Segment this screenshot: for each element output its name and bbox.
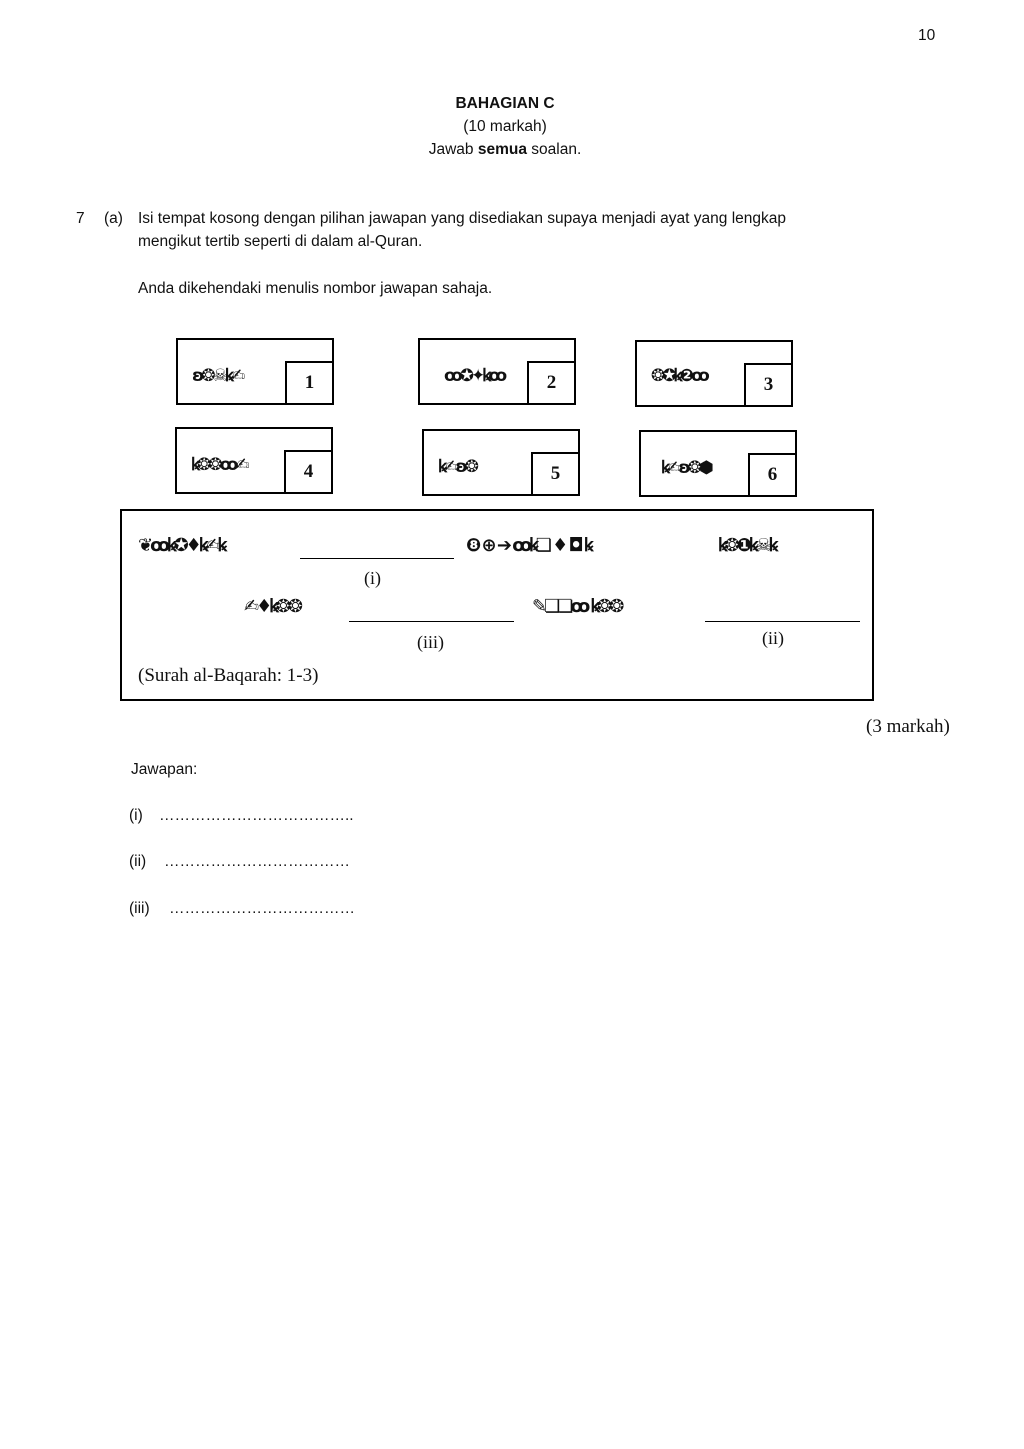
- option-5-arabic: ꝃ✍ʚ❂: [438, 457, 477, 477]
- instruction-post: soalan.: [526, 141, 582, 158]
- verse-blank-i: [300, 558, 454, 559]
- verse-source: (Surah al-Baqarah: 1-3): [138, 665, 319, 686]
- question-instruction: Anda dikehendaki menulis nombor jawapan sahaja.: [138, 280, 493, 297]
- label-i: (i): [364, 568, 381, 588]
- option-2-arabic: ꝏ✪✦ꝃꝏ: [444, 366, 505, 386]
- section-marks: (10 markah): [463, 118, 547, 135]
- marks-right: (3 markah): [866, 716, 950, 737]
- verse-line2-right: ✍♦ꝃ❂❂: [244, 596, 300, 617]
- label-ii: (ii): [762, 628, 784, 648]
- option-1-arabic: ʚ❂☠ꝃ✍: [192, 366, 243, 386]
- option-6-arabic: ꝃ✍ʚ❂⬢: [661, 458, 711, 478]
- verse-blank-ii: [705, 621, 860, 622]
- option-3-arabic: ❂✪ꝃ❷ꝏ: [651, 366, 707, 386]
- question-number: 7: [76, 210, 85, 227]
- option-4-arabic: ꝃ❂❂ꝏ✍: [191, 455, 247, 475]
- option-number-1: 1: [285, 361, 334, 405]
- option-number-4: 4: [284, 450, 333, 494]
- answer-label-ii: (ii): [129, 853, 147, 870]
- answer-line-i[interactable]: ………………………………..: [159, 807, 354, 824]
- verse-line2-mid: ✎❏❏ꝏ ꝃ❂❂: [532, 596, 622, 617]
- verse-blank-iii: [349, 621, 514, 622]
- section-title: BAHAGIAN C: [455, 95, 555, 112]
- answer-line-ii[interactable]: ………………………………: [164, 853, 350, 870]
- option-number-3: 3: [744, 363, 793, 407]
- instruction-bold: semua: [477, 141, 527, 158]
- option-number-2: 2: [527, 361, 576, 405]
- answer-label-iii: (iii): [129, 900, 150, 917]
- question-text-line2: mengikut tertib seperti di dalam al-Quran.: [138, 233, 423, 250]
- verse-line1-right: ❦ꝏꝃ✪♦ꝃ✍ꝃ: [138, 535, 225, 556]
- instruction-pre: Jawab: [428, 141, 478, 158]
- option-number-6: 6: [748, 453, 797, 497]
- label-iii: (iii): [417, 632, 444, 652]
- answer-label-i: (i): [129, 807, 143, 824]
- page-number: 10: [918, 27, 936, 44]
- answer-heading: Jawapan:: [131, 761, 198, 778]
- answer-line-iii[interactable]: ………………………………: [169, 900, 355, 917]
- section-instruction: [340, 141, 670, 159]
- question-part: (a): [104, 210, 123, 227]
- verse-line1-mid: ❽ ⊕ ➔ ꝏꝃ❏ ♦ ◘ ꝃ: [466, 535, 591, 556]
- question-text-line1: Isi tempat kosong dengan pilihan jawapan yang disediakan supaya menjadi ayat yang lengkap: [138, 210, 787, 227]
- option-number-5: 5: [531, 452, 580, 496]
- verse-line1-left: ꝃ❂❶ꝃ☠ꝃ: [718, 535, 776, 556]
